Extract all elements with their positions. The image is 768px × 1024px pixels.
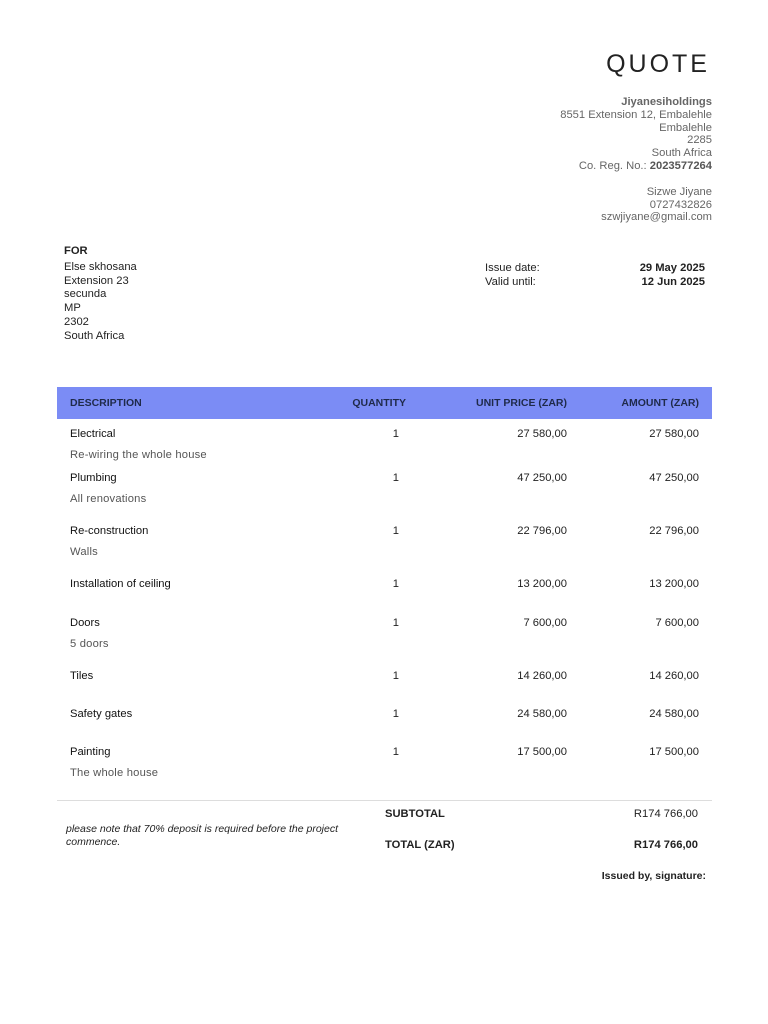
item-detail: The whole house [70,767,159,779]
table-row [57,525,712,578]
item-amount: 7 600,00 [655,617,699,629]
issue-date-value: 29 May 2025 [639,262,705,274]
table-row [57,670,712,708]
item-quantity: 1 [392,472,399,484]
company-reg [412,160,712,173]
issue-date-label: Issue date: [485,262,540,274]
item-name: Re-construction [70,525,149,537]
table-header-row [57,387,712,419]
item-description-cell [57,617,313,670]
total-row [385,839,698,851]
company-email: szwjiyane@gmail.com [601,211,712,224]
item-amount: 47 250,00 [649,472,699,484]
item-amount: 24 580,00 [649,708,699,720]
company-reg-number: 2023577264 [649,159,712,172]
item-amount: 22 796,00 [649,525,699,537]
table-row [57,419,712,472]
company-address-line: 2285 [687,134,712,147]
header-amount: AMOUNT (ZAR) [580,387,712,419]
item-unit-price: 7 600,00 [523,617,567,629]
item-name: Painting [70,746,111,758]
item-quantity: 1 [392,708,399,720]
table-row [57,708,712,746]
total-value: R174 766,00 [633,839,698,851]
table-row [57,472,712,525]
item-quantity: 1 [392,670,399,682]
company-address-line: South Africa [651,147,712,160]
item-quantity: 1 [392,746,399,758]
items-table [57,387,712,799]
item-detail: 5 doors [70,638,109,650]
company-contact-name: Sizwe Jiyane [646,185,712,198]
item-unit-price: 17 500,00 [517,746,567,758]
client-block [64,245,137,344]
table-row [57,578,712,617]
item-description-cell [57,578,313,617]
table-row [57,617,712,670]
client-line: 2302 [64,315,89,328]
item-unit-price: 14 260,00 [517,670,567,682]
client-line: Else skhosana [64,260,137,273]
item-name: Plumbing [70,472,117,484]
item-unit-price: 47 250,00 [517,472,567,484]
item-amount: 27 580,00 [649,428,699,440]
item-name: Installation of ceiling [70,578,171,590]
item-quantity: 1 [392,617,399,629]
client-line: Extension 23 [64,274,129,287]
company-phone: 0727432826 [649,198,712,211]
table-row [57,746,712,799]
item-unit-price: 13 200,00 [517,578,567,590]
item-unit-price: 22 796,00 [517,525,567,537]
client-line: secunda [64,288,107,301]
dates-block [485,261,705,289]
item-name: Tiles [70,670,94,682]
header-unit-price: UNIT PRICE (ZAR) [419,387,580,419]
subtotal-row [385,808,698,820]
item-description-cell [57,525,313,578]
quote-note: please note that 70% deposit is required before the project commence. [66,823,339,848]
item-unit-price: 24 580,00 [517,708,567,720]
client-line: MP [64,302,81,315]
header-quantity: QUANTITY [313,387,419,419]
totals-divider [57,800,712,801]
item-description-cell [57,670,313,708]
company-address-line: Embalehle [659,121,712,134]
company-address-line: 8551 Extension 12, Embalehle [560,108,712,121]
company-block [412,96,712,224]
document-title: QUOTE [606,50,710,78]
item-description-cell [57,419,313,472]
item-quantity: 1 [392,578,399,590]
item-amount: 17 500,00 [649,746,699,758]
total-label: TOTAL (ZAR) [385,839,455,851]
item-description-cell [57,472,313,525]
item-detail: Re-wiring the whole house [70,449,207,461]
subtotal-label: SUBTOTAL [385,808,445,820]
item-quantity: 1 [392,525,399,537]
item-detail: All renovations [70,493,147,505]
valid-until-label: Valid until: [485,276,536,288]
client-label: FOR [64,245,88,257]
item-name: Safety gates [70,708,133,720]
item-description-cell [57,708,313,746]
item-amount: 14 260,00 [649,670,699,682]
client-line: South Africa [64,329,125,342]
item-amount: 13 200,00 [649,578,699,590]
signature-label: Issued by, signature: [601,870,706,882]
item-detail: Walls [70,546,98,558]
company-reg-label: Co. Reg. No.: [578,159,647,172]
valid-until-value: 12 Jun 2025 [641,276,705,288]
item-quantity: 1 [392,428,399,440]
subtotal-value: R174 766,00 [633,808,698,820]
items-body [57,419,712,799]
company-name: Jiyanesiholdings [621,96,712,108]
item-description-cell [57,746,313,799]
item-unit-price: 27 580,00 [517,428,567,440]
item-name: Electrical [70,428,116,440]
header-description: DESCRIPTION [57,387,313,419]
item-name: Doors [70,617,100,629]
